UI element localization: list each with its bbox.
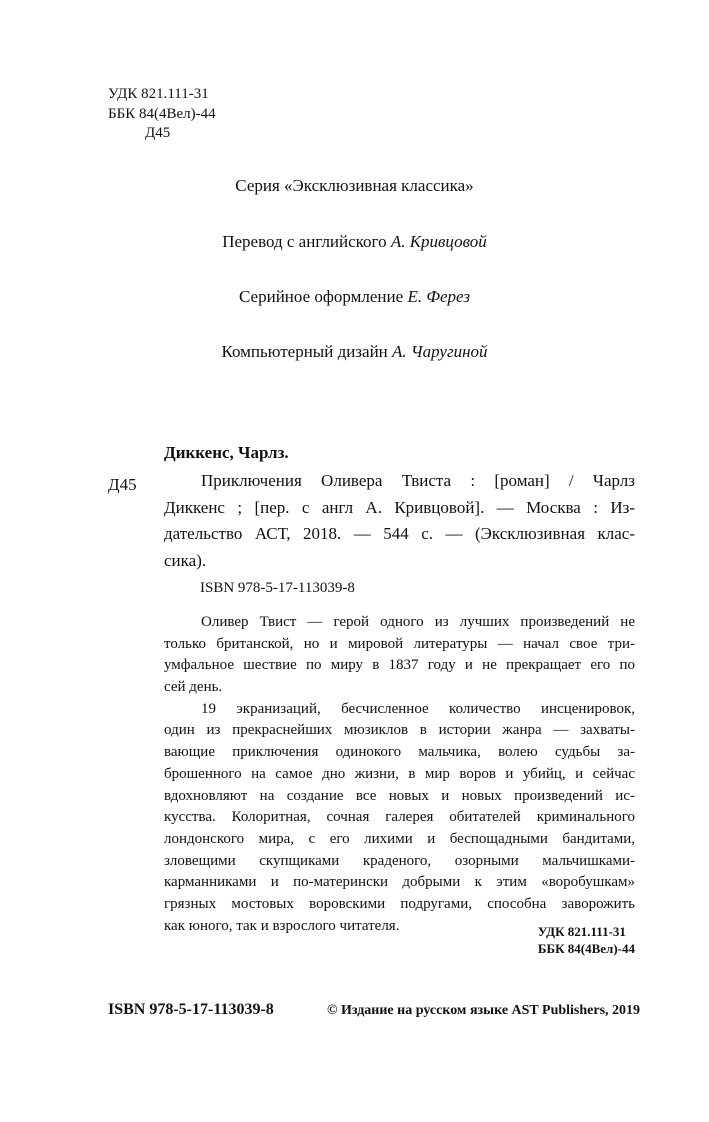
layout-label: Компьютерный дизайн (221, 342, 388, 361)
annotation-line: брошенного на самое дно жизни, в мир воров и убийц, и сейчас (164, 765, 635, 782)
design-credit (0, 287, 709, 307)
translation-label: Перевод с английского (222, 232, 387, 251)
footer-isbn: ISBN 978-5-17-113039-8 (108, 1001, 274, 1018)
description-line: Диккенс ; [пер. с англ А. Кривцовой]. — Москва : Из- (164, 497, 635, 517)
annotation-line: вающие приключения одинокого мальчика, волею судьбы за- (164, 744, 635, 761)
annotation-line: грязных мостовых воровскими подругами, способна заворожить (164, 895, 635, 912)
design-label: Серийное оформление (239, 287, 404, 306)
record-code: Д45 (108, 475, 137, 494)
footer-udk: УДК 821.111-31 (537, 924, 626, 939)
layout-credit (0, 342, 709, 362)
annotation-line: сей день. (164, 679, 223, 696)
annotation-line: зловещими скупщиками краденого, озорными мальчишками- (164, 852, 635, 869)
annotation-line: кусства. Колоритная, сочная галерея обитателей криминального (164, 809, 635, 826)
translation-credit (0, 232, 709, 252)
translator-name: А. Кривцовой (390, 232, 487, 251)
record-isbn: ISBN 978-5-17-113039-8 (200, 580, 355, 596)
annotation-line: лондонского мира, с его лихими и беспощадными бандитами, (164, 830, 635, 847)
annotation (164, 612, 635, 937)
record-author: Диккенс, Чарлз. (164, 443, 289, 462)
designer-name: Е. Ферез (407, 287, 470, 306)
annotation-line: карманниками и по-матерински добрыми к этим «воробушкам» (164, 874, 635, 891)
annotation-line: как юного, так и взрослого читателя. (164, 917, 400, 934)
footer-classification (538, 923, 635, 957)
bbk-code: ББК 84(4Вел)-44 (108, 105, 216, 122)
annotation-line: вдохновляют на создание все новых и новых произведений ис- (164, 787, 635, 804)
annotation-line: Оливер Твист — герой одного из лучших произведений не (201, 614, 635, 630)
annotation-line: один из прекраснейших мюзиклов в истории жанра — захваты- (164, 722, 635, 739)
series-line: Серия «Эксклюзивная классика» (235, 176, 474, 195)
bibliographic-description (164, 468, 635, 574)
udk-code: УДК 821.111-31 (108, 86, 209, 102)
copyright-notice: © Издание на русском языке AST Publishers, 2019 (327, 1003, 641, 1018)
classification-block (108, 85, 216, 144)
annotation-line: умфальное шествие по миру в 1837 году и не прекращает его по (164, 657, 635, 674)
layout-designer-name: А. Чаругиной (392, 342, 488, 361)
annotation-line: только британской, но и мировой литературы — начал свое три- (164, 635, 635, 652)
author-sign-code: Д45 (145, 125, 171, 141)
description-line: дательство АСТ, 2018. — 544 с. — (Эксклюзивная клас- (164, 524, 635, 543)
footer-bbk: ББК 84(4Вел)-44 (537, 941, 635, 956)
description-line: сика). (164, 550, 207, 570)
annotation-line: 19 экранизаций, бесчисленное количество инсценировок, (201, 700, 635, 717)
description-line: Приключения Оливера Твиста : [роман] / Чарлз (201, 471, 635, 490)
